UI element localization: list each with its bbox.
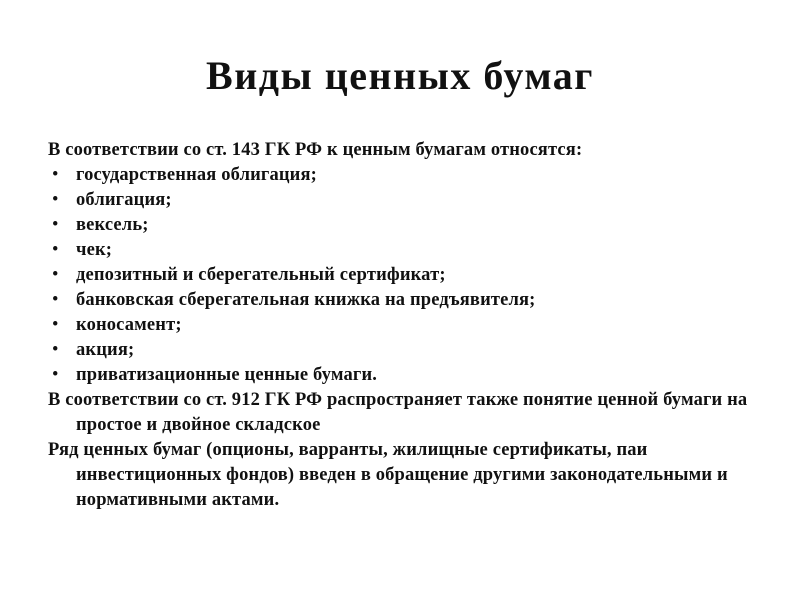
bullet-icon: • [52,265,59,285]
bullet-icon: • [52,215,59,235]
bullet-icon: • [52,165,59,185]
list-item-text: облигация; [76,190,172,210]
paragraph-article-912: В соответствии со ст. 912 ГК РФ распространяет также понятие ценной бумаги на простое и двойное складское [48,390,748,435]
list-item-text: чек; [76,240,113,260]
slide-body [48,138,748,513]
bullet-icon: • [52,340,59,360]
bullet-icon: • [52,315,59,335]
list-item [48,238,748,263]
bullet-icon: • [52,240,59,260]
list-item-text: акция; [76,340,135,360]
list-item [48,313,748,338]
intro-text: В соответствии со ст. 143 ГК РФ к ценным бумагам относятся: [48,140,583,160]
slide-title: Виды ценных бумаг [206,53,594,98]
list-item-text: коносамент; [76,315,182,335]
list-item-text: банковская сберегательная книжка на предъявителя; [76,290,536,310]
list-item [48,288,748,313]
list-item-text: вексель; [76,215,149,235]
list-item [48,338,748,363]
list-item-text: государственная облигация; [76,165,317,185]
bullet-icon: • [52,190,59,210]
bullet-icon: • [52,290,59,310]
list-item-text: депозитный и сберегательный сертификат; [76,265,446,285]
list-item [48,363,748,388]
list-item [48,213,748,238]
paragraph-other-securities: Ряд ценных бумаг (опционы, варранты, жилищные сертификаты, паи инвестиционных фондов) введен в обращение другими законодательными и нормативными актами. [48,440,728,510]
securities-list [48,163,748,388]
list-item [48,163,748,188]
list-item-text: приватизационные ценные бумаги. [76,365,378,385]
list-item [48,263,748,288]
list-item [48,188,748,213]
bullet-icon: • [52,365,59,385]
